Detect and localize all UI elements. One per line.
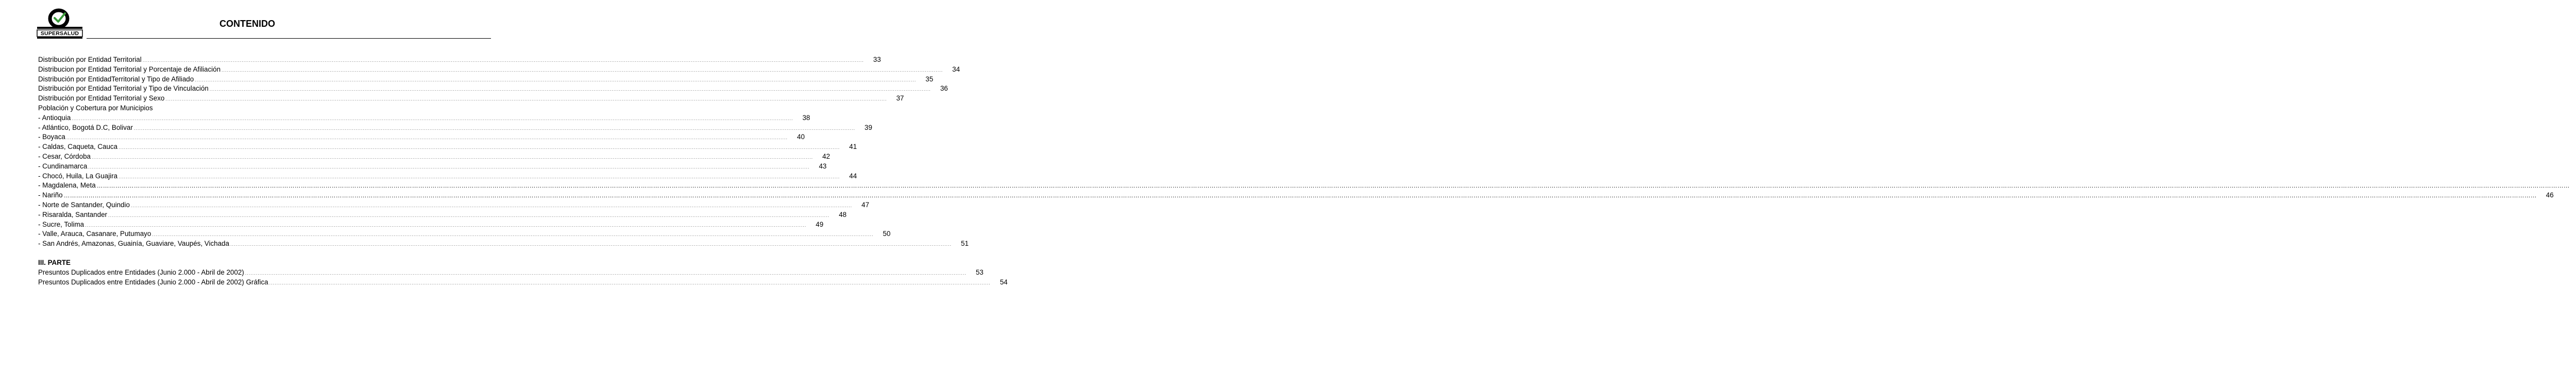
dot-leader: ................................................................................................................................................................................................................................................................................................................................................................................................................ <box>152 232 874 238</box>
toc-entry-page: 35 <box>925 75 934 83</box>
toc-entry[interactable] <box>38 181 2570 191</box>
toc-entry-label: - Antioquia <box>38 113 71 122</box>
toc-entry-label: - Chocó, Huila, La Guajira <box>38 172 118 180</box>
toc-entry[interactable] <box>38 84 948 94</box>
toc-entry-page: 41 <box>849 143 857 151</box>
toc-entry-label: - Cesar, Córdoba <box>38 152 91 160</box>
toc-entry[interactable] <box>38 220 824 230</box>
toc-entry[interactable] <box>38 113 810 123</box>
toc-entry[interactable] <box>38 191 2554 200</box>
toc-entry-page: 36 <box>940 85 948 93</box>
toc-heading-municipios <box>38 104 445 113</box>
table-of-contents <box>38 55 2570 287</box>
dot-leader: ................................................................................................................................................................................................................................................................................................................................................................................................................ <box>195 77 917 82</box>
header-divider <box>87 38 491 39</box>
toc-entry-label: - Boyaca <box>38 133 65 141</box>
toc-entry-page: 33 <box>873 56 881 63</box>
toc-entry-label: - Caldas, Caqueta, Cauca <box>38 143 118 151</box>
toc-entry-page: 38 <box>802 113 810 122</box>
toc-entry-page: 48 <box>839 210 847 218</box>
toc-section-entidad <box>38 55 960 104</box>
dot-leader: ................................................................................................................................................................................................................................................................................................................................................................................................................ <box>269 280 991 285</box>
section-spacer <box>38 249 445 258</box>
toc-heading-label: III. PARTE <box>38 258 71 266</box>
toc-entry-page: 53 <box>975 268 984 276</box>
toc-entry-label: - Magdalena, Meta <box>38 181 96 190</box>
toc-entry-page: 44 <box>849 172 857 180</box>
toc-entry-label: Presuntos Duplicados entre Entidades (Junio 2.000 - Abril de 2002) Gráfica <box>38 278 268 286</box>
dot-leader: ................................................................................................................................................................................................................................................................................................................................................................................................................ <box>66 135 788 141</box>
dot-leader: ................................................................................................................................................................................................................................................................................................................................................................................................................ <box>165 96 887 102</box>
toc-entry-label: Distribución por Entidad Territorial y Tipo de Vinculación <box>38 85 209 93</box>
toc-entry[interactable] <box>38 278 1008 288</box>
toc-entry-label: Distribución por EntidadTerritorial y Tipo de Afiliado <box>38 75 194 83</box>
logo-text: SUPERSALUD <box>40 30 79 37</box>
dot-leader: ................................................................................................................................................................................................................................................................................................................................................................................................................ <box>118 174 840 179</box>
toc-entry[interactable] <box>38 172 857 181</box>
toc-entry[interactable] <box>38 200 870 210</box>
toc-entry-label: Distribución por Entidad Territorial y Sexo <box>38 94 165 103</box>
toc-section-part3 <box>38 268 1008 288</box>
toc-entry-label: Distribucion por Entidad Territorial y Porcentaje de Afiliación <box>38 65 221 73</box>
toc-entry[interactable] <box>38 94 904 104</box>
toc-entry-page: 34 <box>952 65 960 73</box>
toc-entry-page: 49 <box>816 220 824 228</box>
toc-entry-page: 51 <box>961 240 969 248</box>
toc-entry-label: - Atlántico, Bogotá D.C, Bolivar <box>38 123 133 131</box>
toc-entry-label: Presuntos Duplicados entre Entidades (Junio 2.000 - Abril de 2002) <box>38 268 244 276</box>
dot-leader: ................................................................................................................................................................................................................................................................................................................................................................................................................ <box>118 145 840 150</box>
dot-leader: ................................................................................................................................................................................................................................................................................................................................................................................................................ <box>91 154 814 160</box>
dot-leader: ………………………………………………………………………………………………………………………………………………………………………………………………………………………………………………………………………………………………………………………………………………………………………………………………………………………………………………………………………………………………………………………………………………………………………………………………………………………………………………………………………………………………………………………………………………………………………………………………………………………………………………………………………………………………………………………………………………………………………………………………………………………………………………………………………………………………………… <box>63 192 2537 199</box>
dot-leader: ................................................................................................................................................................................................................................................................................................................................................................................................................ <box>72 115 793 121</box>
toc-section-municipios <box>38 113 2570 249</box>
toc-entry-label: - Valle, Arauca, Casanare, Putumayo <box>38 230 151 238</box>
toc-entry[interactable] <box>38 268 984 278</box>
toc-entry[interactable] <box>38 75 934 85</box>
toc-entry[interactable] <box>38 162 827 172</box>
dot-leader: ................................................................................................................................................................................................................................................................................................................................................................................................................ <box>230 242 952 247</box>
dot-leader: ................................................................................................................................................................................................................................................................................................................................................................................................................ <box>108 212 830 218</box>
toc-entry[interactable] <box>38 132 805 142</box>
toc-entry-page: 42 <box>822 152 831 160</box>
toc-entry-label: - Risaralda, Santander <box>38 210 107 218</box>
toc-entry-label: - Sucre, Tolima <box>38 220 84 228</box>
toc-entry-label: - Cundinamarca <box>38 162 88 170</box>
toc-entry-page: 37 <box>896 94 904 103</box>
dot-leader: ................................................................................................................................................................................................................................................................................................................................................................................................................ <box>133 125 856 131</box>
toc-entry-page: 39 <box>865 123 872 131</box>
toc-entry-page: 50 <box>883 230 891 238</box>
dot-leader: ................................................................................................................................................................................................................................................................................................................................................................................................................ <box>88 164 810 170</box>
toc-entry[interactable] <box>38 239 969 249</box>
toc-entry-page: 47 <box>861 200 870 209</box>
dot-leader: ................................................................................................................................................................................................................................................................................................................................................................................................................ <box>209 87 931 92</box>
toc-entry-page: 40 <box>797 133 805 141</box>
toc-entry-label: - San Andrés, Amazonas, Guainía, Guaviare, Vaupés, Vichada <box>38 240 229 248</box>
toc-entry-page: 54 <box>999 278 1008 286</box>
dot-leader: ................................................................................................................................................................................................................................................................................................................................................................................................................ <box>222 67 943 73</box>
toc-entry-label: - Norte de Santander, Quindio <box>38 200 130 209</box>
toc-entry[interactable] <box>38 229 891 239</box>
dot-leader: ................................................................................................................................................................................................................................................................................................................................................................................................................ <box>245 270 967 276</box>
toc-entry-page: 43 <box>819 162 827 170</box>
supersalud-logo <box>36 7 83 39</box>
toc-entry-page: 46 <box>2546 191 2554 199</box>
toc-entry[interactable] <box>38 142 857 152</box>
dot-leader: ................................................................................................................................................................................................................................................................................................................................................................................................................ <box>142 58 864 63</box>
dot-leader: ................................................................................................................................................................................................................................................................................................................................................................................................................ <box>85 222 807 228</box>
toc-entry[interactable] <box>38 55 881 65</box>
toc-heading-part3 <box>38 258 445 268</box>
dot-leader: ................................................................................................................................................................................................................................................................................................................................................................................................................ <box>130 203 853 208</box>
toc-entry[interactable] <box>38 152 831 162</box>
toc-entry-label: Distribución por Entidad Territorial <box>38 56 142 63</box>
toc-entry[interactable] <box>38 210 847 220</box>
toc-entry[interactable] <box>38 123 872 133</box>
dot-leader: ………………………………………………………………………………………………………………………………………………………………………………………………………………………………………………………………………………………………………………………………………………………………………………………………………………………………………………………………………………………………………………………………………………………………………………………………………………………………………………………………………………………………………………………………………………………………………………………………………………………………………………………………………………………………………………………………………………………………………………………………………………………………………………………………………………………………………… <box>96 182 2570 190</box>
toc-heading-label: Población y Cobertura por Municipios <box>38 104 153 112</box>
page-title: CONTENIDO <box>219 19 275 29</box>
toc-entry[interactable] <box>38 65 960 75</box>
toc-entry-label: - Nariño <box>38 191 63 199</box>
